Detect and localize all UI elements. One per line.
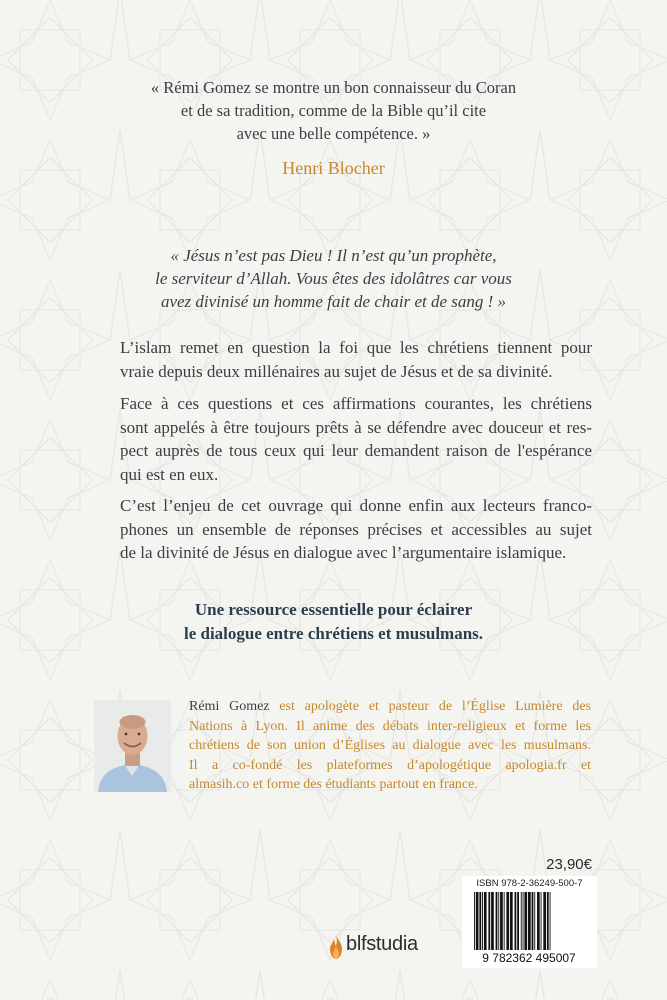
barcode-bar — [476, 892, 479, 950]
barcode-bar — [547, 892, 549, 950]
barcode-bar — [482, 892, 483, 950]
endorsement-line: « Rémi Gomez se montre un bon connaisseur du Coran — [150, 78, 517, 97]
barcode-bar — [474, 892, 475, 950]
bio-text: est apologète et pasteur de l’Église Lumière des — [269, 699, 591, 714]
barcode-bar — [479, 892, 481, 950]
barcode-bar — [528, 892, 531, 950]
barcode — [462, 876, 597, 968]
barcode-bar — [532, 892, 534, 950]
barcode-bar — [484, 892, 487, 950]
objection-line: « Jésus n’est pas Dieu ! Il n’est qu’un prophète, — [170, 246, 497, 265]
body-line: phones un ensemble de réponses précises et accessibles au sujet — [120, 519, 592, 539]
body-line: qui est en eux. — [120, 464, 219, 484]
tagline — [0, 598, 667, 646]
body-line: C’est l’enjeu de cet ouvrage qui donne enfin aux lecteurs franco- — [120, 496, 592, 515]
barcode-bar — [496, 892, 498, 950]
tagline-line: Une ressource essentielle pour éclairer — [194, 600, 473, 619]
body-paragraph-2 — [120, 392, 592, 486]
body-line: de la divinité de Jésus en dialogue avec l’argumentaire islamique. — [120, 543, 567, 562]
barcode-bar — [510, 892, 513, 950]
author-photo — [94, 700, 171, 792]
barcode-bar — [550, 892, 551, 950]
objection-quote — [0, 244, 667, 313]
endorsement-line: avec une belle compétence. » — [236, 124, 431, 143]
barcode-bar — [543, 892, 546, 950]
body-paragraph-1 — [120, 336, 592, 383]
barcode-bars — [462, 876, 597, 968]
body-paragraph-3 — [120, 494, 592, 565]
bio-line: chrétiens de son union d’Églises au dialogue avec les musulmans. — [189, 738, 591, 754]
barcode-bar — [521, 892, 522, 950]
endorsement-author: Henri Blocher — [282, 158, 385, 178]
barcode-bar — [498, 892, 499, 950]
barcode-bar — [524, 892, 527, 950]
barcode-bar — [504, 892, 505, 950]
barcode-bar — [500, 892, 503, 950]
barcode-bar — [491, 892, 494, 950]
barcode-bar — [488, 892, 490, 950]
tagline-line: le dialogue entre chrétiens et musulmans. — [183, 624, 484, 643]
barcode-bar — [515, 892, 517, 950]
barcode-bar — [517, 892, 519, 950]
bio-line: almasih.co et forme des étudiants partout en france. — [189, 777, 478, 793]
barcode-digits: 9 782362 495007 — [482, 951, 576, 965]
barcode-bar — [506, 892, 509, 950]
barcode-bar — [537, 892, 540, 950]
objection-line: avez divinisé un homme fait de chair et de sang ! » — [160, 292, 507, 311]
endorsement-line: et de sa tradition, comme de la Bible qu’il cite — [180, 101, 487, 120]
body-line: vraie depuis deux millénaires au sujet de Jésus et de sa divinité. — [120, 361, 553, 381]
bio-line: Il a co-fondé les plateformes d’apologétique apologia.fr et — [189, 757, 591, 773]
barcode-bar — [541, 892, 542, 950]
author-bio — [189, 697, 591, 795]
body-line: pect auprès de tous ceux qui leur demandent raison de l'espérance — [120, 441, 592, 460]
endorsement-quote — [0, 76, 667, 145]
price: 23,90€ — [546, 856, 592, 873]
publisher-logo — [327, 933, 418, 962]
author-name: Rémi Gomez — [189, 699, 270, 714]
barcode-bar — [523, 892, 524, 950]
body-line: Face à ces questions et ces affirmations courantes, les chrétiens — [120, 394, 592, 413]
body-line: L’islam remet en question la foi que les chrétiens tiennent pour — [120, 338, 592, 357]
isbn-label: ISBN 978-2-36249-500-7 — [476, 878, 583, 889]
objection-line: le serviteur d’Allah. Vous êtes des idolâtres car vous — [155, 269, 512, 288]
bio-line: Nations à Lyon. Il anime des débats inter-religieux et forme les — [189, 718, 591, 734]
publisher-flame-icon — [327, 934, 345, 960]
body-line: sont appelés à être toujours prêts à se défendre avec douceur et res- — [120, 417, 592, 437]
barcode-bar — [534, 892, 535, 950]
publisher-name: blfstudia — [346, 933, 418, 955]
